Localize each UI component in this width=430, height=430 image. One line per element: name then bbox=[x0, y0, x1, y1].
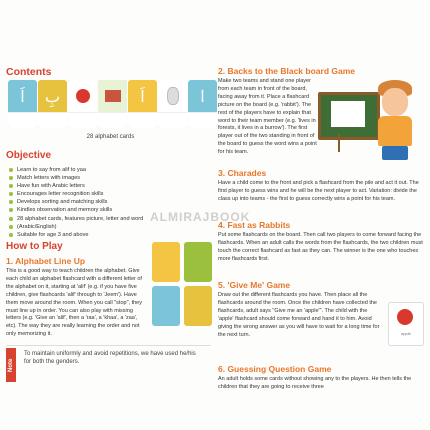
list-item: Learn to say from alif to yaa bbox=[8, 166, 218, 174]
apple-icon bbox=[76, 89, 90, 103]
watermark: ALMIRAJBOOK bbox=[150, 210, 251, 224]
demo-card bbox=[152, 242, 180, 282]
note-box bbox=[6, 345, 211, 384]
objective-heading: Objective bbox=[6, 150, 52, 161]
card-glyph: ا bbox=[200, 86, 205, 106]
apple-icon bbox=[397, 309, 413, 325]
alphabet-line-up-title: 1. Alphabet Line Up bbox=[6, 256, 86, 266]
boy-head bbox=[382, 88, 408, 116]
alphabet-card-apple bbox=[68, 80, 97, 128]
demo-cards-illustration bbox=[150, 240, 216, 332]
card-label bbox=[98, 112, 127, 128]
blackboard-illustration bbox=[318, 92, 380, 140]
alphabet-cards-row bbox=[8, 80, 213, 132]
how-to-play-heading: How to Play bbox=[6, 241, 63, 252]
charades-title: 3. Charades bbox=[218, 168, 267, 178]
list-item: Match letters with images bbox=[8, 174, 218, 182]
charades-text: Have a child come to the front and pick a flashcard from the pile and act it out. The first player to guess wins and he will be the next player to act. Variation: divide the class up into teams - the first to guess correctly wins a point for his team. bbox=[218, 180, 419, 202]
alphabet-card bbox=[188, 80, 217, 128]
card-label bbox=[8, 112, 37, 128]
apple-label: apple bbox=[401, 331, 411, 336]
list-item: Suitable for age 3 and above bbox=[8, 231, 218, 239]
apple-flashcard bbox=[388, 302, 424, 346]
list-item: 28 alphabet cards, features picture, letter and word bbox=[8, 215, 218, 223]
boy-legs bbox=[382, 146, 408, 160]
card-label bbox=[68, 112, 97, 128]
card-label bbox=[158, 112, 187, 128]
card-glyph: اَ bbox=[20, 86, 25, 106]
note-text: To maintain uniformly and avoid repetitions, we have used he/his for both the genders. bbox=[24, 351, 196, 365]
alphabet-line-up-text: This is a good way to teach children the alphabet. Give each child an alphabet flashcard with a different letter of the alphabet on it, starting at 'alif' (e.g. if you have five children, give flashcards 'alif' through to 'Jeem'). Have them move around the room. When you call "stop", they must line up in order. You can also play with missing letters (e.g. 'Give an 'alif', then a 'raa', a 'khaa', a 'zaa', etc). The way they are really learning the order and not only memorizing it. bbox=[6, 268, 142, 338]
alphabet-card bbox=[38, 80, 67, 128]
card-label bbox=[128, 112, 157, 128]
alphabet-card bbox=[8, 80, 37, 128]
fast-as-rabbits-title: 4. Fast as Rabbits bbox=[218, 220, 291, 230]
cards-caption: 28 alphabet cards bbox=[86, 134, 135, 140]
give-me-title: 5. 'Give Me' Game bbox=[218, 280, 291, 290]
alphabet-card-house bbox=[98, 80, 127, 128]
board-card bbox=[331, 101, 365, 127]
card-label bbox=[38, 112, 67, 128]
boy-body bbox=[378, 116, 412, 146]
guessing-title: 6. Guessing Question Game bbox=[218, 364, 332, 374]
fast-as-rabbits-text: Put some flashcards on the board. Then call two players to come forward facing the flashcards. When an adult calls the words from the flashcards, the two children must touch the correct flashcard as fast as they can. The winner is the one who touches more flashcards first. bbox=[218, 232, 423, 262]
house-icon bbox=[105, 90, 121, 102]
list-item: Develops sorting and matching skills bbox=[8, 198, 218, 206]
alphabet-card-rabbit bbox=[158, 80, 187, 128]
card-label bbox=[188, 112, 217, 128]
objective-list bbox=[8, 166, 218, 239]
card-glyph: بِ bbox=[44, 86, 61, 106]
blackboard-game-text: Make two teams and stand one player from each team in front of the board, facing away from it. Place a flashcard picture on the board (e.g. 'rabbit'). The rest of the players have to explain that word to their team member (e.g. 'lives in forests, it lives in a burrow'). The first player out of the two standing in front of the board to guess the word wins a point for his team. bbox=[218, 78, 317, 156]
card-glyph: اَ bbox=[140, 86, 145, 106]
demo-card bbox=[184, 242, 212, 282]
list-item: (Arabic/English) bbox=[8, 223, 218, 231]
blackboard-game-title: 2. Backs to the Black board Game bbox=[218, 66, 355, 76]
alphabet-card bbox=[128, 80, 157, 128]
board-stand bbox=[338, 134, 340, 152]
rabbit-icon bbox=[167, 87, 179, 105]
list-item: Kindles observation and memory skills bbox=[8, 206, 218, 214]
note-tag: Note bbox=[6, 348, 16, 382]
demo-card bbox=[184, 286, 212, 326]
give-me-text: Draw out the different flashcards you have. Then place all the flashcards around the room. Once the children have collected the flashcards, adult says "Give me an 'apple'". The child with the 'apple' flashcard should come forward and hand it to him. Avoid giving the wrong answer as you will have to wait for a long time for the next turn. bbox=[218, 292, 380, 338]
list-item: Encourages letter recognition skills bbox=[8, 190, 218, 198]
contents-heading: Contents bbox=[6, 66, 52, 78]
guessing-text: An adult holds some cards without showing any to the players. He then tells the children that they are going to receive three bbox=[218, 376, 412, 390]
list-item: Have fun with Arabic letters bbox=[8, 182, 218, 190]
demo-card bbox=[152, 286, 180, 326]
